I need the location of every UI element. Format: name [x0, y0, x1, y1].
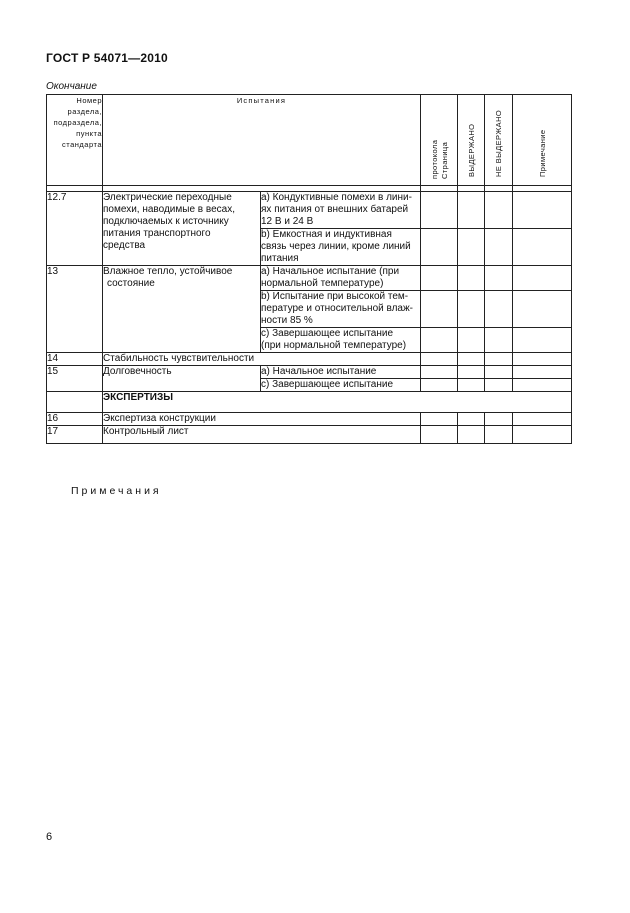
- table-row: [47, 366, 572, 379]
- row-number: 17: [47, 426, 103, 444]
- subtest-line: связь через линии, кроме линий: [261, 241, 411, 252]
- table-row: [47, 353, 572, 366]
- row-subtest: [261, 229, 421, 266]
- subtest-line: (при нормальной температуре): [261, 340, 407, 351]
- header-number: [47, 95, 103, 186]
- failed-cell[interactable]: [485, 266, 513, 291]
- protocol-page-cell[interactable]: [421, 366, 458, 379]
- table-header-row: [47, 95, 572, 186]
- subtest-line: ях питания от внешних батарей: [261, 204, 409, 215]
- passed-cell[interactable]: [458, 379, 485, 392]
- header-tests: Испытания: [103, 95, 421, 186]
- header-passed: [458, 95, 485, 186]
- remark-cell[interactable]: [513, 379, 572, 392]
- table-row: [47, 413, 572, 426]
- row-number: [47, 392, 103, 413]
- failed-cell[interactable]: [485, 426, 513, 444]
- row-number: 13: [47, 266, 103, 353]
- table-row: [47, 266, 572, 291]
- remark-cell[interactable]: [513, 291, 572, 328]
- subtest-line: a) Кондуктивные помехи в лини-: [261, 192, 412, 203]
- protocol-page-cell[interactable]: [421, 426, 458, 444]
- protocol-page-cell[interactable]: [421, 413, 458, 426]
- row-subtest: [261, 328, 421, 353]
- row-name-line: Контрольный лист: [103, 426, 189, 437]
- remark-cell[interactable]: [513, 426, 572, 444]
- table-row: [47, 192, 572, 229]
- protocol-page-cell[interactable]: [421, 353, 458, 366]
- failed-cell[interactable]: [485, 291, 513, 328]
- row-name-line: Экспертиза конструкции: [103, 413, 216, 424]
- remark-cell[interactable]: [513, 366, 572, 379]
- failed-cell[interactable]: [485, 229, 513, 266]
- header-failed: [485, 95, 513, 186]
- remark-cell[interactable]: [513, 229, 572, 266]
- continuation-label: Окончание: [46, 81, 97, 92]
- subtest-line: b) Емкостная и индуктивная: [261, 229, 392, 240]
- header-protocol-line: Страница: [439, 141, 449, 179]
- row-name-line: помехи, наводимые в весах,: [103, 204, 235, 215]
- failed-cell[interactable]: [485, 192, 513, 229]
- header-remark-text: Примечание: [537, 129, 547, 177]
- passed-cell[interactable]: [458, 328, 485, 353]
- header-passed-text: ВЫДЕРЖАНО: [466, 123, 476, 177]
- passed-cell[interactable]: [458, 266, 485, 291]
- subtest-line: a) Начальное испытание: [261, 366, 377, 377]
- header-number-line: раздела,: [67, 107, 102, 116]
- header-failed-text: НЕ ВЫДЕРЖАНО: [494, 109, 503, 177]
- section-title: ЭКСПЕРТИЗЫ: [103, 392, 572, 413]
- row-name-line: Долговечность: [103, 366, 172, 377]
- subtest-line: нормальной температуре): [261, 278, 384, 289]
- document-title: ГОСТ Р 54071—2010: [46, 51, 168, 65]
- section-row: [47, 392, 572, 413]
- row-name: [103, 366, 261, 392]
- row-number: 12.7: [47, 192, 103, 266]
- header-number-line: подраздела,: [53, 118, 102, 127]
- subtest-line: c) Завершающее испытание: [261, 328, 394, 339]
- row-number: 16: [47, 413, 103, 426]
- header-number-line: пункта: [76, 129, 102, 138]
- row-name: [103, 266, 261, 353]
- row-name: [103, 426, 421, 444]
- row-subtest: [261, 379, 421, 392]
- header-protocol-page: [421, 95, 458, 186]
- row-name-line: Влажное тепло, устойчивое: [103, 266, 233, 277]
- subtest-line: пературе и относительной влаж-: [261, 303, 414, 314]
- failed-cell[interactable]: [485, 413, 513, 426]
- protocol-page-cell[interactable]: [421, 229, 458, 266]
- header-number-line: стандарта: [62, 140, 102, 149]
- row-number: 14: [47, 353, 103, 366]
- row-name: [103, 192, 261, 266]
- protocol-page-cell[interactable]: [421, 328, 458, 353]
- subtest-line: 12 В и 24 В: [261, 216, 314, 227]
- protocol-page-cell[interactable]: [421, 291, 458, 328]
- failed-cell[interactable]: [485, 328, 513, 353]
- row-name-line: подключаемых к источнику: [103, 216, 229, 227]
- remark-cell[interactable]: [513, 328, 572, 353]
- protocol-page-cell[interactable]: [421, 266, 458, 291]
- remark-cell[interactable]: [513, 413, 572, 426]
- row-name: [103, 353, 421, 366]
- row-subtest: [261, 192, 421, 229]
- row-name-line: Электрические переходные: [103, 192, 232, 203]
- subtest-line: c) Завершающее испытание: [261, 379, 394, 390]
- header-remark: [513, 95, 572, 186]
- row-subtest: [261, 266, 421, 291]
- passed-cell[interactable]: [458, 413, 485, 426]
- remark-cell[interactable]: [513, 266, 572, 291]
- failed-cell[interactable]: [485, 366, 513, 379]
- remark-cell[interactable]: [513, 192, 572, 229]
- row-name-line: Стабильность чувствительности: [103, 353, 255, 364]
- page-number: 6: [46, 831, 53, 843]
- row-name-line: питания транспортного: [103, 228, 211, 239]
- remark-cell[interactable]: [513, 353, 572, 366]
- passed-cell[interactable]: [458, 229, 485, 266]
- row-name: [103, 413, 421, 426]
- failed-cell[interactable]: [485, 353, 513, 366]
- row-subtest: [261, 291, 421, 328]
- passed-cell[interactable]: [458, 353, 485, 366]
- subtest-line: b) Испытание при высокой тем-: [261, 291, 409, 302]
- subtest-line: ности 85 %: [261, 315, 313, 326]
- row-subtest: [261, 366, 421, 379]
- subtest-line: a) Начальное испытание (при: [261, 266, 400, 277]
- header-number-line: Номер: [76, 96, 102, 105]
- failed-cell[interactable]: [485, 379, 513, 392]
- protocol-page-cell[interactable]: [421, 379, 458, 392]
- passed-cell[interactable]: [458, 426, 485, 444]
- header-protocol-line: протокола: [429, 139, 439, 179]
- row-number: 15: [47, 366, 103, 392]
- passed-cell[interactable]: [458, 366, 485, 379]
- passed-cell[interactable]: [458, 192, 485, 229]
- subtest-line: питания: [261, 253, 299, 264]
- row-name-line: состояние: [107, 278, 155, 289]
- protocol-page-cell[interactable]: [421, 192, 458, 229]
- row-name-line: средства: [103, 240, 146, 251]
- test-table: [46, 94, 572, 444]
- table-row: [47, 426, 572, 444]
- notes-label: Примечания: [71, 485, 162, 497]
- passed-cell[interactable]: [458, 291, 485, 328]
